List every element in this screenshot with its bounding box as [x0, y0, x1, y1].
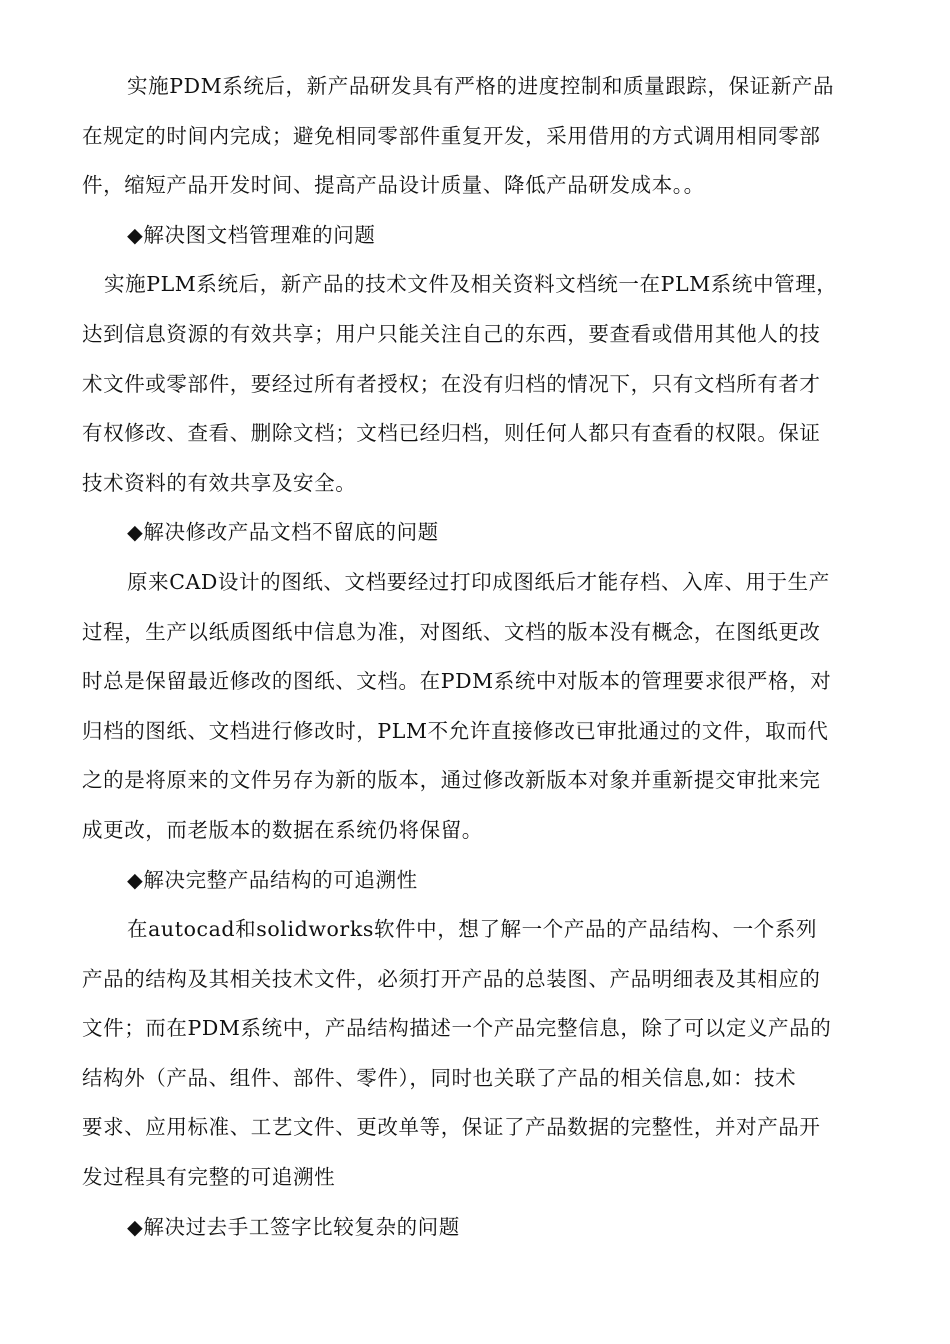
section-heading-revision-history: ◆解决修改产品文档不留底的问题	[127, 520, 439, 545]
text-line: 过程，生产以纸质图纸中信息为准，对图纸、文档的版本没有概念，在图纸更改	[82, 619, 821, 644]
text-line: 之的是将原来的文件另存为新的版本，通过修改新版本对象并重新提交审批来完	[82, 768, 821, 793]
document-page	[82, 62, 867, 1252]
paragraph-pdm-benefits	[82, 62, 867, 211]
text-line: 要求、应用标准、工艺文件、更改单等，保证了产品数据的完整性，并对产品开	[82, 1115, 821, 1140]
text-line: 在autocad和solidworks软件中，想了解一个产品的产品结构、一个系列	[127, 917, 818, 942]
text-line: 成更改，而老版本的数据在系统仍将保留。	[82, 817, 483, 842]
text-line: 归档的图纸、文档进行修改时，PLM不允许直接修改已审批通过的文件，取而代	[82, 718, 829, 743]
text-line: 时总是保留最近修改的图纸、文档。在PDM系统中对版本的管理要求很严格，对	[82, 669, 832, 694]
section-heading-manual-signature: ◆解决过去手工签字比较复杂的问题	[127, 1214, 460, 1239]
paragraph-product-structure	[82, 905, 867, 1203]
text-line: 术文件或零部件，要经过所有者授权；在没有归档的情况下，只有文档所有者才	[82, 371, 821, 396]
section-heading-document-management: ◆解决图文档管理难的问题	[127, 222, 376, 247]
text-line: 件，缩短产品开发时间、提高产品设计质量、降低产品研发成本。。	[82, 173, 705, 198]
paragraph-plm-documents	[82, 260, 867, 508]
paragraph-version-management	[82, 558, 867, 856]
text-line: 产品的结构及其相关技术文件，必须打开产品的总装图、产品明细表及其相应的	[82, 966, 821, 991]
text-line: 技术资料的有效共享及安全。	[82, 470, 357, 495]
text-line: 实施PDM系统后，新产品研发具有严格的进度控制和质量跟踪，保证新产品	[127, 74, 835, 98]
text-line: 原来CAD设计的图纸、文档要经过打印成图纸后才能存档、入库、用于生产	[127, 569, 830, 594]
text-line: 发过程具有完整的可追溯性	[82, 1165, 336, 1190]
text-line: 有权修改、查看、删除文档；文档已经归档，则任何人都只有查看的权限。保证	[82, 421, 821, 446]
text-line: 结构外（产品、组件、部件、零件），同时也关联了产品的相关信息,如：技术	[82, 1065, 797, 1090]
text-line: 文件；而在PDM系统中，产品结构描述一个产品完整信息，除了可以定义产品的	[82, 1016, 832, 1041]
section-heading-product-structure: ◆解决完整产品结构的可追溯性	[127, 867, 418, 892]
text-line: 达到信息资源的有效共享；用户只能关注自己的东西，要查看或借用其他人的技	[82, 321, 821, 346]
text-line: 在规定的时间内完成；避免相同零部件重复开发，采用借用的方式调用相同零部	[82, 123, 821, 148]
text-line: 实施PLM系统后，新产品的技术文件及相关资料文档统一在PLM系统中管理，	[104, 272, 838, 297]
